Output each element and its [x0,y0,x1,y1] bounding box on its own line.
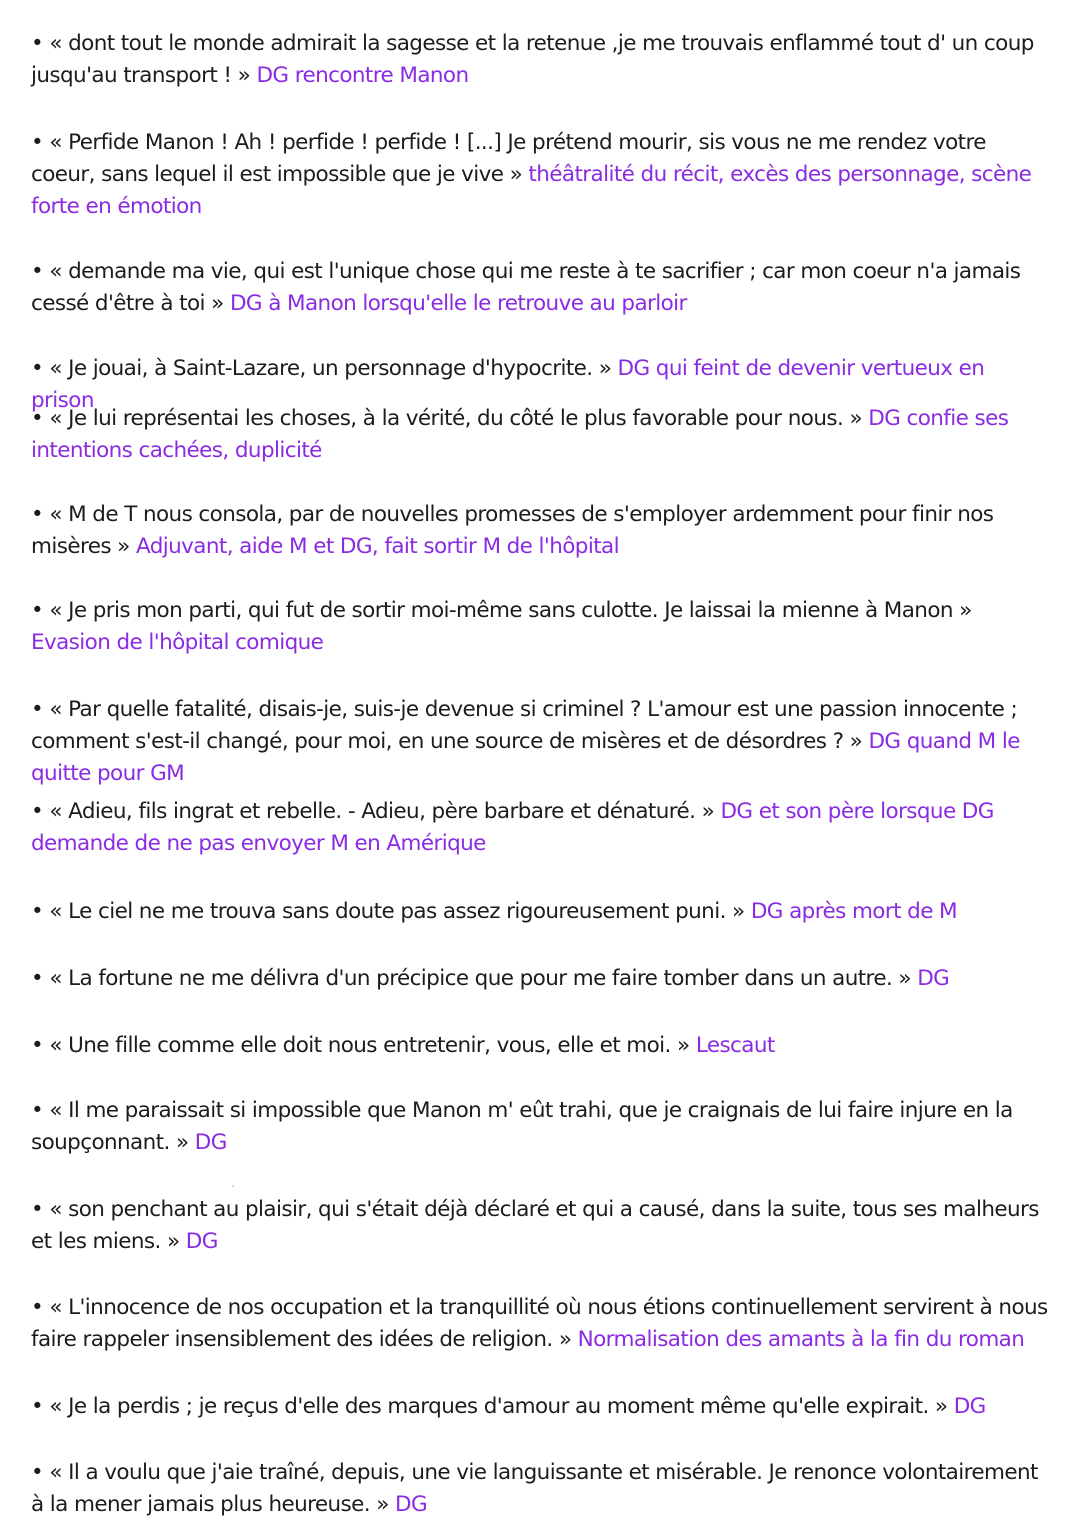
bullet: • [31,799,44,824]
quote-annotation: DG à Manon lorsqu'elle le retrouve au parloir [229,291,687,316]
quote-annotation: DG [194,1130,227,1155]
bullet: • [31,697,44,722]
quote-entry [31,499,1051,563]
quote-entry [31,1457,1051,1521]
quote-entry [31,896,1051,928]
bullet: • [31,1197,44,1222]
bullet: • [31,502,44,527]
quote-annotation: DG quand M le quitte pour GM [31,729,1020,786]
quote-annotation: DG [917,966,950,991]
bullet: • [31,899,44,924]
quote-text: « Adieu, fils ingrat et rebelle. - Adieu, père barbare et dénaturé. » [49,799,715,824]
quote-entry [31,1292,1051,1356]
quote-text: « Une fille comme elle doit nous entretenir, vous, elle et moi. » [49,1033,690,1058]
quote-annotation: théâtralité du récit, excès des personnage, scène forte en émotion [31,162,1032,219]
quote-entry [31,1030,1051,1062]
quote-text: « Le ciel ne me trouva sans doute pas assez rigoureusement puni. » [49,899,745,924]
bullet: • [31,31,44,56]
quote-annotation: DG [185,1229,218,1254]
bullet: • [31,598,44,623]
quote-entry [31,694,1051,790]
quote-text: « dont tout le monde admirait la sagesse et la retenue ,je me trouvais enflammé tout d' un coup jusqu'au transport ! » [31,31,1034,88]
quote-annotation: DG qui feint de devenir vertueux en prison [31,356,985,413]
quote-text: « La fortune ne me délivra d'un précipice que pour me faire tomber dans un autre. » [49,966,911,991]
quote-text: « Il me paraissait si impossible que Manon m' eût trahi, que je craignais de lui faire injure en la soupçonnant. » [31,1098,1013,1155]
quote-annotation: Evasion de l'hôpital comique [31,630,324,655]
quote-text: « Par quelle fatalité, disais-je, suis-je devenue si criminel ? L'amour est une passion innocente ; comment s'est-il changé, pour moi, en une source de misères et de désordres ? » [31,697,1018,754]
bullet: • [31,259,44,284]
quote-text: « demande ma vie, qui est l'unique chose qui me reste à te sacrifier ; car mon coeur n'a jamais cessé d'être à toi » [31,259,1021,316]
bullet: • [31,406,44,431]
quote-entry [31,963,1051,995]
quote-annotation: DG [953,1394,986,1419]
bullet: • [31,356,44,381]
quote-annotation: DG confie ses intentions cachées, duplicité [31,406,1009,463]
bullet: • [31,966,44,991]
ink-speck [232,1185,234,1187]
quote-annotation: DG et son père lorsque DG demande de ne pas envoyer M en Amérique [31,799,994,856]
bullet: • [31,1394,44,1419]
quote-text: « Je lui représentai les choses, à la vérité, du côté le plus favorable pour nous. » [49,406,862,431]
quote-text: « Il a voulu que j'aie traîné, depuis, une vie languissante et misérable. Je renonce volontairement à la mener jamais plus heureuse. » [31,1460,1038,1517]
quote-entry [31,1095,1051,1159]
bullet: • [31,1098,44,1123]
quote-text: « M de T nous consola, par de nouvelles promesses de s'employer ardemment pour finir nos misères » [31,502,994,559]
quote-entry [31,796,1051,860]
quote-annotation: DG rencontre Manon [256,63,469,88]
quote-text: « Perfide Manon ! Ah ! perfide ! perfide ! [...] Je prétend mourir, sis vous ne me rendez votre coeur, sans lequel il est impossible que je vive » [31,130,986,187]
quote-text: « son penchant au plaisir, qui s'était déjà déclaré et qui a causé, dans la suite, tous ses malheurs et les miens. » [31,1197,1039,1254]
quote-entry [31,127,1051,223]
bullet: • [31,1460,44,1485]
quote-entry [31,595,1051,659]
quote-annotation: Normalisation des amants à la fin du roman [577,1327,1025,1352]
bullet: • [31,1033,44,1058]
quote-annotation: DG après mort de M [750,899,958,924]
quote-text: « Je pris mon parti, qui fut de sortir moi-même sans culotte. Je laissai la mienne à Manon » [49,598,972,623]
bullet: • [31,1295,44,1320]
quote-text: « L'innocence de nos occupation et la tranquillité où nous étions continuellement servirent à nous faire rappeler insensiblement des idées de religion. » [31,1295,1048,1352]
quote-text: « Je jouai, à Saint-Lazare, un personnage d'hypocrite. » [49,356,612,381]
quote-entry [31,403,1051,467]
quote-annotation: Adjuvant, aide M et DG, fait sortir M de l'hôpital [135,534,619,559]
quote-annotation: Lescaut [695,1033,775,1058]
quote-text: « Je la perdis ; je reçus d'elle des marques d'amour au moment même qu'elle expirait. » [49,1394,948,1419]
quote-entry [31,28,1051,92]
bullet: • [31,130,44,155]
quote-entry [31,256,1051,320]
quote-entry [31,1194,1051,1258]
quote-entry [31,1391,1051,1423]
quote-annotation: DG [395,1492,428,1517]
